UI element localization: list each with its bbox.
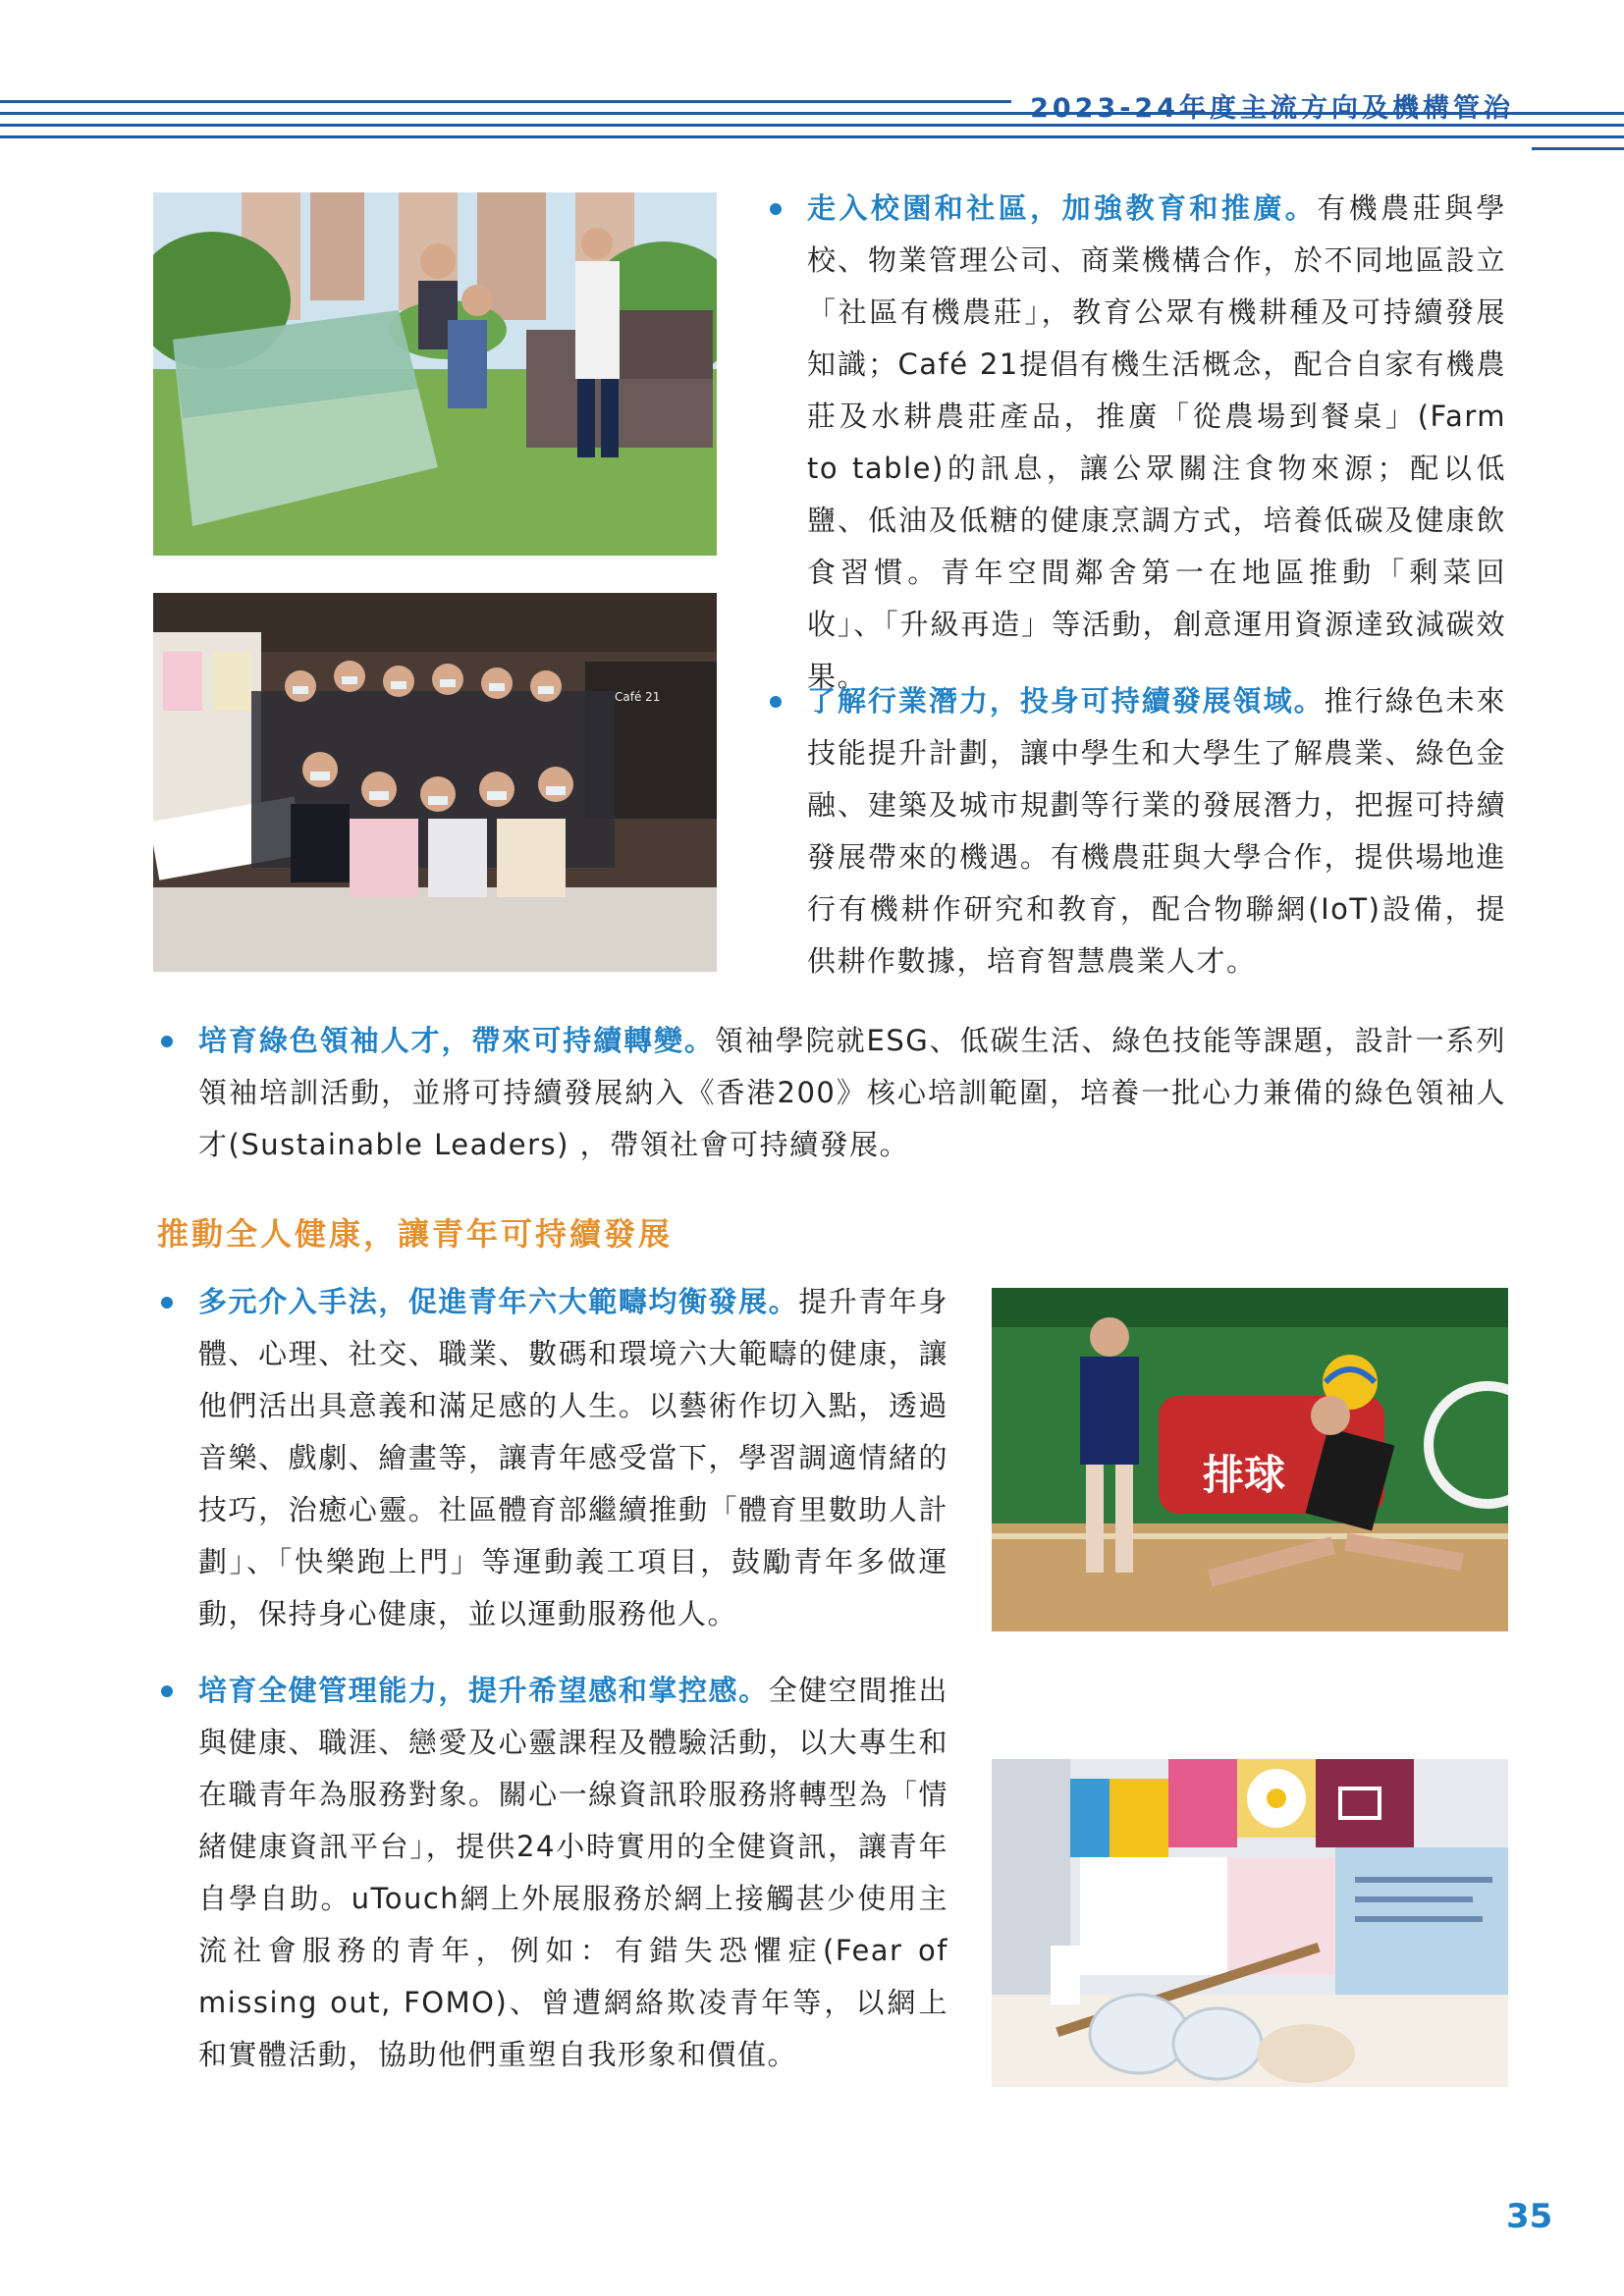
item-body: 提升青年身體、心理、社交、職業、數碼和環境六大範疇的健康，讓他們活出具意義和滿足感的人生。以藝術作切入點，透過音樂、戲劇、繪畫等，讓青年感受當下，學習調適情緒的技巧，治癒心靈。社區體育部繼續推動「體育里數助人計劃」、「快樂跑上門」等運動義工項目，鼓勵青年多做運動，保持身心健康，並以運動服務他人。 (198, 1285, 948, 1630)
item-heading: 培育綠色領袖人才，帶來可持續轉變。 (198, 1024, 715, 1057)
bullet-item-campus-community (766, 183, 1506, 703)
section-title: 推動全人健康，讓青年可持續發展 (157, 1215, 674, 1253)
item-heading: 了解行業潛力，投身可持續發展領域。 (807, 684, 1325, 718)
bullet-item-wellness-management (157, 1665, 948, 2081)
cafe-sign-text: Café 21 (615, 690, 661, 704)
item-body: 有機農莊與學校、物業管理公司、商業機構合作，於不同地區設立「社區有機農莊」，教育公眾有機耕種及可持續發展知識；Café 21提倡有機生活概念，配合自家有機農莊及水耕農莊產品，推廣「從農場到餐桌」(Farm to table)的訊息，讓公眾關注食物來源；配以低鹽、低油及低糖的健康烹調方式，培養低碳及健康飲食習慣。青年空間鄰舍第一在地區推動「剩菜回收」、「升級再造」等活動，創意運用資源達致減碳效果。 (807, 191, 1506, 693)
bullet-item-industry-potential (766, 675, 1506, 988)
item-body: 推行綠色未來技能提升計劃，讓中學生和大學生了解農業、綠色金融、建築及城市規劃等行業的發展潛力，把握可持續發展帶來的機遇。有機農莊與大學合作，提供場地進行有機耕作研究和教育，配合物聯網(IoT)設備，提供耕作數據，培育智慧農業人才。 (807, 684, 1506, 978)
photo-rooftop-garden (153, 192, 717, 556)
bullet-icon (161, 1297, 173, 1308)
item-body: 全健空間推出與健康、職涯、戀愛及心靈課程及體驗活動，以大專生和在職青年為服務對象。關心一線資訊聆服務將轉型為「情緒健康資訊平台」，提供24小時實用的全健資訊，讓青年自學自助。uTouch網上外展服務於網上接觸甚少使用主流社會服務的青年，例如：有錯失恐懼症(Fear of missing out, FOMO)、曾遭網絡欺凌青年等，以網上和實體活動，協助他們重塑自我形象和價值。 (198, 1674, 948, 2071)
header-title: 2023-24年度主流方向及機構管治 (1030, 93, 1514, 124)
item-heading: 走入校園和社區，加強教育和推廣。 (807, 191, 1318, 225)
photo-wellness-exhibit (992, 1759, 1508, 2087)
bullet-icon (770, 203, 782, 215)
page-number: 35 (1506, 2197, 1553, 2236)
bullet-item-holistic-development (157, 1276, 948, 1640)
photo-cafe-group (153, 593, 717, 972)
bullet-icon (161, 1685, 173, 1697)
item-heading: 多元介入手法，促進青年六大範疇均衡發展。 (198, 1285, 799, 1318)
bullet-icon (161, 1036, 173, 1047)
item-heading: 培育全健管理能力，提升希望感和掌控感。 (198, 1674, 769, 1707)
photo-volleyball (992, 1288, 1508, 1631)
bullet-icon (770, 696, 782, 708)
item-body: 領袖學院就ESG、低碳生活、綠色技能等課題，設計一系列領袖培訓活動，並將可持續發展納入《香港200》核心培訓範圍，培養一批心力兼備的綠色領袖人才(Sustainable Leaders) ，帶領社會可持續發展。 (198, 1024, 1506, 1161)
volleyball-sign-text: 排球 (1203, 1451, 1286, 1499)
bullet-item-green-leaders (157, 1015, 1506, 1171)
